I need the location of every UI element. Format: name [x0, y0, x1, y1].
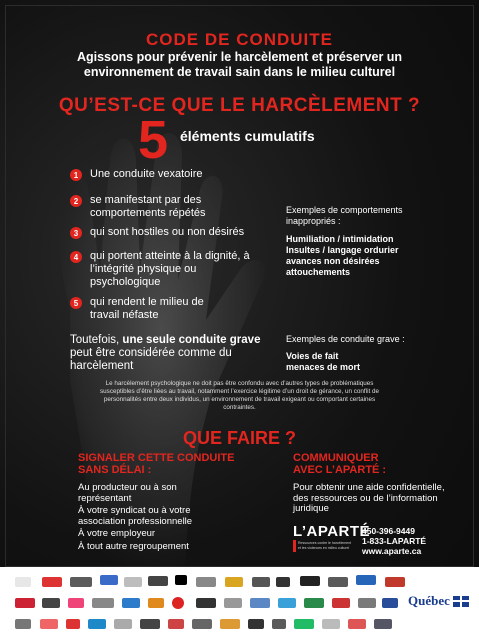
subtitle — [0, 50, 479, 80]
comm-title-2: AVEC L’APARTÉ : — [293, 464, 387, 476]
partner-logo — [300, 576, 320, 586]
partner-logo — [68, 598, 84, 608]
subtitle-line-1: Agissons pour prévenir le harcèlement et préserver un — [76, 50, 403, 64]
list-item — [70, 250, 250, 289]
examples-title-2: inappropriés : — [286, 216, 341, 226]
signal-title-2: SANS DÉLAI : — [78, 464, 152, 476]
partner-logo — [220, 619, 240, 629]
partner-logo — [114, 619, 132, 629]
laparte-brand: L’APARTÉ — [293, 523, 371, 540]
partner-logo — [15, 598, 35, 608]
example-item: Humiliation / intimidation — [286, 234, 394, 244]
example-item: attouchements — [286, 267, 351, 277]
partner-logo — [42, 598, 60, 608]
list-item-text: se manifestant par des comportements répétés — [90, 194, 206, 219]
grave-box — [286, 334, 446, 373]
partner-logo — [225, 577, 243, 587]
big-number: 5 — [138, 110, 169, 170]
partner-logo — [148, 576, 168, 586]
partner-logo — [66, 619, 80, 629]
page-title: CODE DE CONDUITE — [146, 30, 333, 49]
partner-logo — [100, 575, 118, 585]
list-item — [70, 296, 220, 322]
partner-logo — [140, 619, 160, 629]
section-title-que-faire: QUE FAIRE ? — [182, 428, 296, 448]
number-badge: 2 — [70, 195, 82, 207]
toutefois-bold: une seule conduite grave — [122, 334, 261, 346]
partner-logo — [88, 619, 106, 629]
laparte-logo — [293, 523, 371, 550]
partner-logo — [172, 597, 184, 609]
grave-item: Voies de fait — [286, 351, 339, 361]
toutefois-text — [70, 334, 270, 373]
partner-logo — [15, 619, 31, 629]
partner-logo — [168, 619, 184, 629]
number-badge: 5 — [70, 297, 82, 309]
partner-logo — [196, 598, 216, 608]
partner-logo — [175, 575, 187, 585]
contact-info — [362, 526, 426, 556]
list-item-text: qui portent atteinte à la dignité, à l’intégrité physique ou psychologique — [90, 250, 250, 288]
partner-logo — [356, 575, 376, 585]
partner-logo — [192, 619, 212, 629]
partner-logo — [15, 577, 31, 587]
partner-logo — [148, 598, 164, 608]
partner-logo — [252, 577, 270, 587]
number-badge: 4 — [70, 251, 82, 263]
signal-title — [78, 452, 268, 476]
partner-logo — [328, 577, 348, 587]
partner-logo — [272, 619, 286, 629]
grave-title: Exemples de conduite grave : — [286, 334, 405, 344]
partner-logo — [42, 577, 62, 587]
logo-accent-mark — [293, 540, 296, 552]
partner-logo — [322, 619, 340, 629]
partner-logo — [276, 577, 290, 587]
list-item — [70, 226, 260, 239]
partner-logo — [374, 619, 392, 629]
toutefois-pre: Toutefois, — [70, 334, 123, 346]
signal-item: Au producteur ou à son représentant — [78, 482, 177, 504]
laparte-tagline: Ressources contre le harcèlement et les violences en milieu culturel — [298, 541, 352, 550]
partner-logo — [248, 619, 264, 629]
quebec-logo — [408, 593, 469, 609]
list-item-text: Une conduite vexatoire — [90, 168, 203, 180]
partner-logo — [250, 598, 270, 608]
partner-logo — [294, 619, 314, 629]
subtitle-line-2: environnement de travail sain dans le milieu culturel — [83, 65, 396, 79]
partner-logo — [92, 598, 114, 608]
grave-item: menaces de mort — [286, 362, 361, 372]
comm-title-1: COMMUNIQUER — [293, 452, 379, 464]
examples-title: Exemples de comportements — [286, 205, 403, 215]
partner-logo — [358, 598, 376, 608]
example-item: Insultes / langage ordurier — [286, 245, 399, 255]
phone-2: 1-833-LAPARTÉ — [362, 536, 427, 546]
signal-item: À tout autre regroupement — [78, 541, 189, 552]
signal-item: À votre syndicat ou à votre association professionnelle — [78, 505, 193, 527]
partner-logo — [196, 577, 216, 587]
list-item-text: qui rendent le milieu de travail néfaste — [90, 296, 204, 321]
signal-item: À votre employeur — [78, 528, 156, 539]
list-item — [70, 194, 230, 220]
partner-logo — [332, 598, 350, 608]
quebec-flag-icon — [453, 596, 469, 607]
signal-title-1: SIGNALER CETTE CONDUITE — [78, 452, 235, 464]
example-item: avances non désirées — [286, 256, 380, 266]
section-title-harcelement: QU’EST-CE QUE LE HARCÈLEMENT ? — [58, 95, 421, 116]
number-badge: 3 — [70, 227, 82, 239]
partner-logo — [385, 577, 405, 587]
partner-logos-strip — [0, 567, 479, 640]
partner-logo — [382, 598, 398, 608]
phone-1: 450-396-9449 — [362, 526, 415, 536]
communiquer-text: Pour obtenir une aide confidentielle, des ressources ou de l’information juridique — [293, 482, 445, 514]
list-item — [70, 168, 260, 181]
number-badge: 1 — [70, 169, 82, 181]
partner-logo — [122, 598, 140, 608]
communiquer-title — [293, 452, 463, 476]
disclaimer: Le harcèlement psychologique ne doit pas être confondu avec d’autres types de problématiques susceptibles d’être liées au travail, notamment l’exercice légitime d’un droit de gérance, un conflit de personnalités entre deux individus, un environnement de travail exigeant ou comportant certaines contraintes. — [100, 380, 379, 411]
partner-logo — [304, 598, 324, 608]
partner-logo — [278, 598, 296, 608]
toutefois-post: peut être considérée comme du harcèlement — [70, 347, 232, 372]
partner-logo — [40, 619, 58, 629]
partner-logo — [70, 577, 92, 587]
quebec-wordmark: Québec — [408, 593, 450, 608]
list-item-text: qui sont hostiles ou non désirés — [90, 226, 245, 238]
big-number-label: éléments cumulatifs — [180, 128, 315, 144]
partner-logo — [124, 577, 142, 587]
partner-logo — [224, 598, 242, 608]
partner-logo — [348, 619, 366, 629]
website-link[interactable]: www.aparte.ca — [362, 546, 422, 556]
examples-box — [286, 205, 436, 278]
